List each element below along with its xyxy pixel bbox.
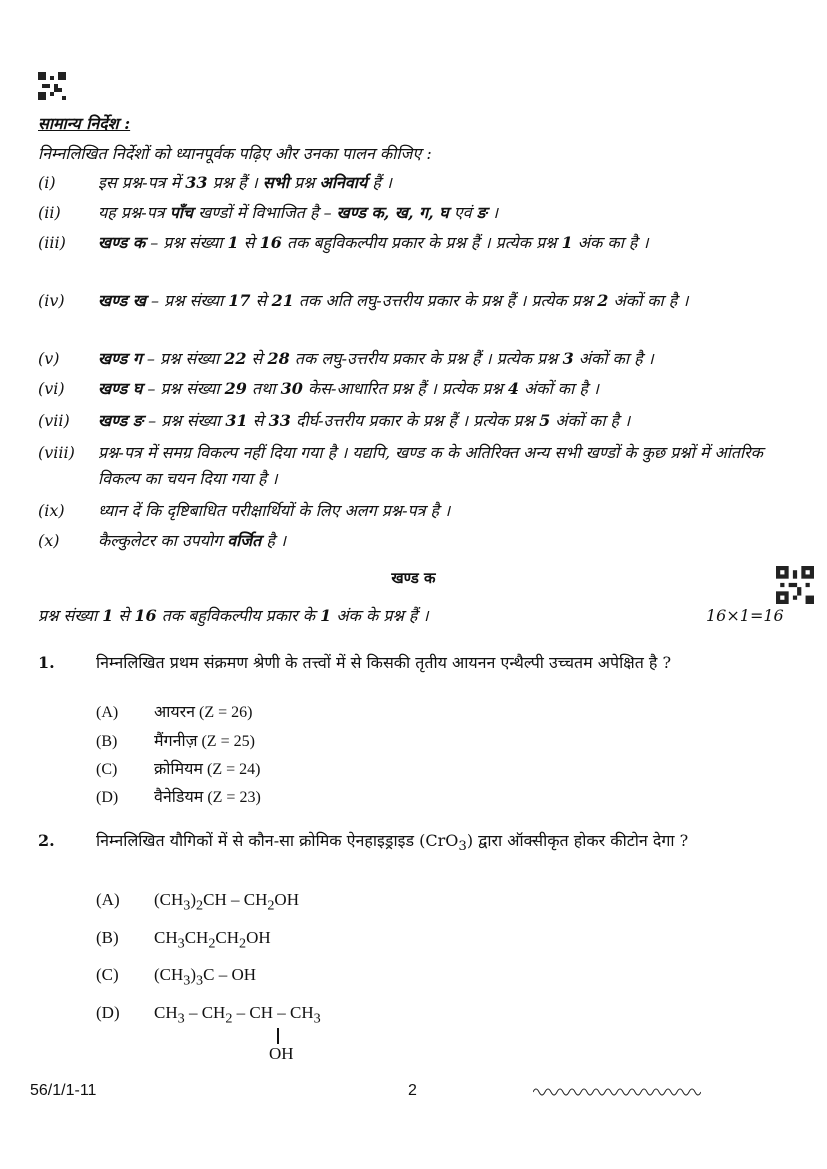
qr-code-icon — [776, 566, 814, 604]
question-1 — [38, 650, 790, 676]
instruction-number: (v) — [38, 349, 60, 368]
section-title: खण्ड क — [391, 569, 436, 587]
section-subtitle: प्रश्न संख्या 1 से 16 तक बहुविकल्पीय प्रकार के 1 अंक के प्रश्न हैं । — [38, 606, 429, 625]
instruction-number: (iii) — [38, 233, 66, 252]
question-2 — [38, 828, 790, 860]
wavy-line-icon — [533, 1086, 701, 1098]
instruction-number: (viii) — [38, 443, 75, 462]
option-b: (B) $CH_3CH_2CH_2OH$ — [96, 928, 271, 952]
instruction-number: (x) — [38, 531, 60, 550]
instruction-item: (i) इस प्रश्न-पत्र में 33 प्रश्न हैं । सभी प्रश्न अनिवार्य हैं । — [38, 170, 790, 196]
instruction-item: (ii) यह प्रश्न-पत्र पाँच खण्डों में विभाजित है – खण्ड क, ख, ग, घ एवं ङ । — [38, 200, 790, 226]
question-number: 1. — [38, 653, 55, 672]
question-number: 2. — [38, 831, 55, 850]
section-marks: 16×1=16 — [706, 606, 784, 625]
bond-line — [277, 1028, 279, 1044]
option-b: (B) मैंगनीज़ (Z = 25) — [96, 733, 255, 750]
instruction-item: (ix) ध्यान दें कि दृष्टिबाधित परीक्षार्थियों के लिए अलग प्रश्न-पत्र है । — [38, 498, 790, 524]
qr-code-icon — [38, 72, 66, 100]
instruction-number: (i) — [38, 173, 56, 192]
instruction-item: (iv) खण्ड ख – प्रश्न संख्या 17 से 21 तक अति लघु-उत्तरीय प्रकार के प्रश्न हैं । प्रत्येक प्रश्न 2 अंकों का है । — [38, 288, 790, 314]
instruction-number: (vi) — [38, 379, 65, 398]
instruction-number: (ix) — [38, 501, 65, 520]
option-c: (C) $(CH_3)_3C$ – OH — [96, 965, 257, 989]
instruction-item: (v) खण्ड ग – प्रश्न संख्या 22 से 28 तक लघु-उत्तरीय प्रकार के प्रश्न हैं । प्रत्येक प्रश्न 3 अंकों का है । — [38, 346, 790, 372]
instruction-number: (ii) — [38, 203, 61, 222]
option-a: (A) आयरन (Z = 26) — [96, 704, 253, 721]
instruction-item: (vii) खण्ड ङ – प्रश्न संख्या 31 से 33 दीर्घ-उत्तरीय प्रकार के प्रश्न हैं । प्रत्येक प्रश्न 5 अंकों का है । — [38, 408, 790, 434]
hydroxyl-substituent: OH — [269, 1044, 294, 1063]
option-c: (C) क्रोमियम (Z = 24) — [96, 761, 261, 778]
instruction-item: (x) कैल्कुलेटर का उपयोग वर्जित है । — [38, 528, 790, 554]
instructions-intro: निम्नलिखित निर्देशों को ध्यानपूर्वक पढ़िए और उनका पालन कीजिए : — [38, 144, 432, 163]
general-instructions-heading: सामान्य निर्देश : — [38, 114, 131, 133]
question-text: निम्नलिखित प्रथम संक्रमण श्रेणी के तत्त्वों में से किसकी तृतीय आयनन एन्थैल्पी उच्चतम अपेक्षित है ? — [96, 653, 672, 672]
page-number: 2 — [408, 1082, 417, 1099]
instruction-item: (vi) खण्ड घ – प्रश्न संख्या 29 तथा 30 केस-आधारित प्रश्न हैं । प्रत्येक प्रश्न 4 अंकों का है । — [38, 376, 790, 402]
paper-code: 56/1/1-11 — [30, 1082, 97, 1099]
question-text: निम्नलिखित यौगिकों में से कौन-सा क्रोमिक ऐनहाइड्राइड (CrO$_3$) द्वारा ऑक्सीकृत होकर कीटोन देगा ? — [96, 831, 689, 855]
instruction-item: (viii) प्रश्न-पत्र में समग्र विकल्प नहीं दिया गया है । यद्यपि, खण्ड क के अतिरिक्त अन्य सभी खण्डों के कुछ प्रश्नों में आंतरिक विकल्प का चयन दिया गया है । — [38, 440, 790, 492]
option-a: (A) $(CH_3)_2CH - CH_2OH$ — [96, 890, 299, 914]
option-d: (D) वैनेडियम (Z = 23) — [96, 789, 261, 806]
instruction-number: (vii) — [38, 411, 70, 430]
instruction-item: (iii) खण्ड क – प्रश्न संख्या 1 से 16 तक बहुविकल्पीय प्रकार के प्रश्न हैं । प्रत्येक प्रश्न 1 अंक का है । — [38, 230, 790, 256]
option-d: (D) $CH_3 - CH_2$ – CH – $CH_3$ — [96, 1003, 321, 1027]
instruction-number: (iv) — [38, 291, 65, 310]
